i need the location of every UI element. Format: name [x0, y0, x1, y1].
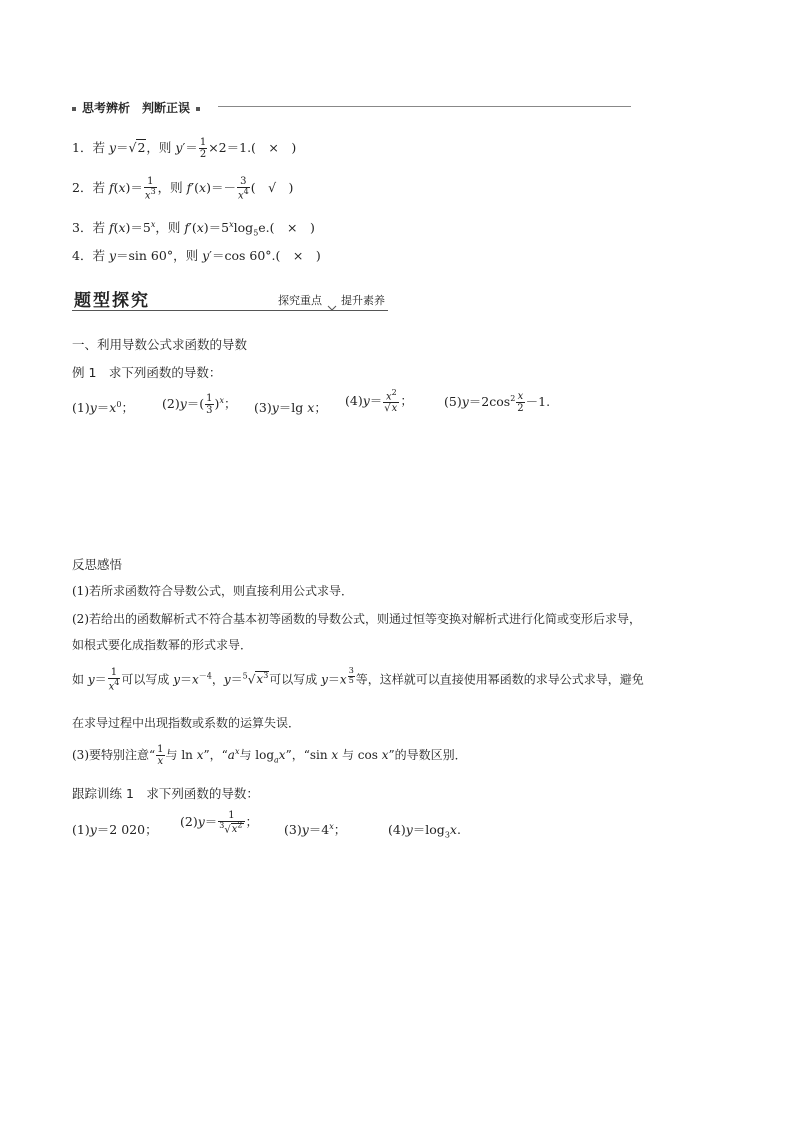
answer-mark: × — [292, 248, 304, 263]
tag-separator-icon — [326, 292, 338, 310]
reflection-p3a: 如 y＝ $\frac{1}{x^4}$ 可以写成 $y=x^{-4}$，$y=^5√x^3$可以写成 y＝x $^{\frac{3}{5}}$ 等，这样就可以直接使用幂函数的求导公式求导，避免 — [72, 666, 644, 693]
example-label: 例 1 求下列函数的导数： — [72, 365, 222, 380]
judge-item-2: 2．若 f(x)＝ $\frac{1}{x^3}$ ，则 f′(x)＝－ $\frac{3}{x^4}$ ( √ ) — [72, 176, 294, 202]
judge-item-1: 1．若 y＝√2，则 y′＝ $\frac{1}{2}$ ×2＝1.( × ) — [72, 137, 297, 160]
training-items: (1)y＝2 020； (2)y＝ $\frac{1}{^3√x^2}$ ； $(3)y=4^x$； $(4)y=\log_3x$. — [72, 810, 461, 840]
banner-rule — [72, 310, 388, 311]
judge-item-4: 4．若 y＝sin 60°，则 y′＝cos 60°.( × ) — [72, 248, 321, 263]
section-header-judge — [72, 99, 632, 115]
reflection-p2a: (2)若给出的函数解析式不符合基本初等函数的导数公式，则通过恒等变换对解析式进行化简或变形后求导， — [72, 612, 642, 626]
banner-title: 题型探究 — [74, 291, 150, 311]
banner-tags — [278, 292, 385, 310]
topic-heading: 一、利用导数公式求函数的导数 — [72, 337, 248, 352]
answer-mark: × — [268, 140, 279, 155]
answer-mark: × — [287, 220, 298, 235]
judge-item-3: 3．若 $f(x)=5^x$，则 $f'(x)=5^x\log_5e$.( × ) — [72, 219, 315, 238]
section-header-rule — [218, 106, 631, 107]
tag-improve: 提升素养 — [341, 294, 385, 307]
answer-mark: √ — [268, 180, 277, 196]
reflection-p4: (3)要特别注意“ $\frac{1}{x}$ 与 ln x”，“$a^x$与 $\log_ax$”，“sin x 与 cos x”的导数区别． — [72, 744, 467, 767]
bullet-square-icon — [72, 107, 76, 111]
tag-explore: 探究重点 — [278, 294, 322, 307]
bullet-square-icon — [196, 107, 200, 111]
example-items: $(1)y=x^0$； (2)y＝( $\frac{1}{3}$ )$^x$； (3)y＝lg x； (4)y＝ $\frac{x^2}{√x}$ ； $(5)y=2\cos^2$ $\frac{x}{2}$ －1. — [72, 388, 551, 416]
reflection-title: 反思感悟 — [72, 557, 123, 572]
reflection-p2b: 如根式要化成指数幂的形式求导． — [72, 638, 253, 652]
section-title: 思考辨析 判断正误 — [82, 101, 191, 115]
training-label: 跟踪训练 1 求下列函数的导数： — [72, 786, 259, 801]
reflection-p3b: 在求导过程中出现指数或系数的运算失误． — [72, 716, 301, 730]
reflection-p1: (1)若所求函数符合导数公式，则直接利用公式求导． — [72, 584, 354, 598]
